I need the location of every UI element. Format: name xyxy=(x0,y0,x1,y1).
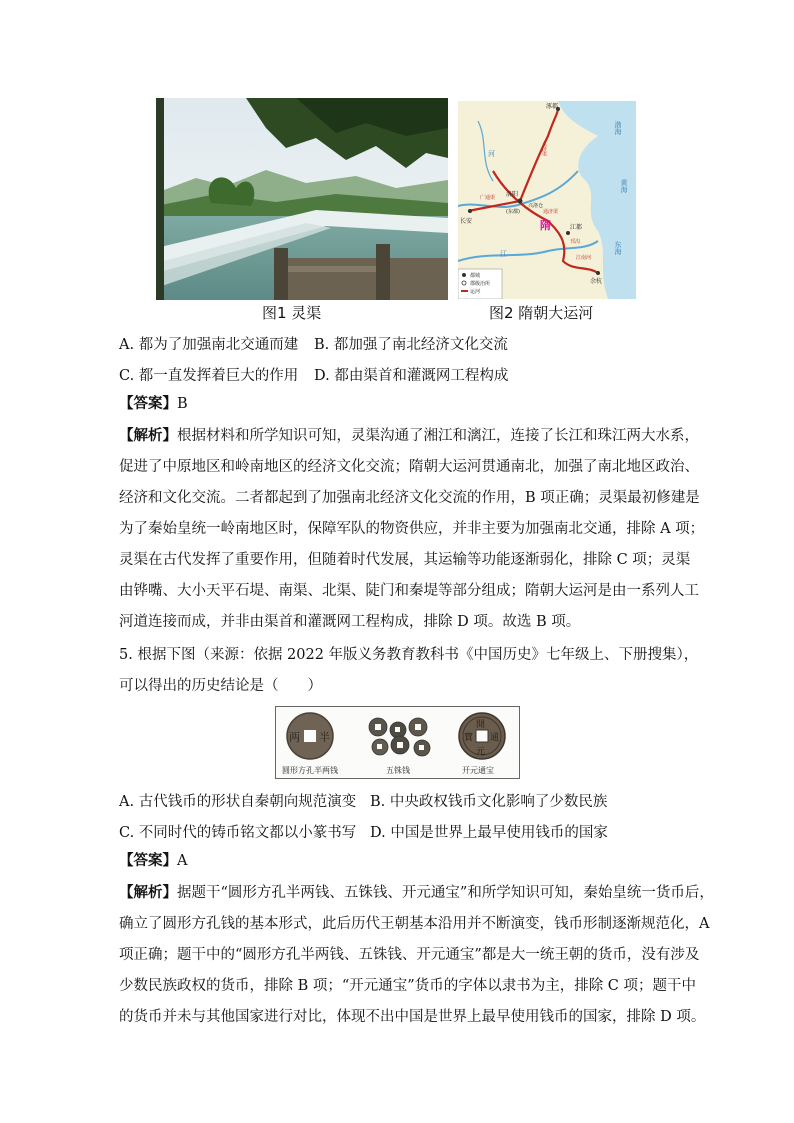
figure2-caption: 图2 隋朝大运河 xyxy=(489,304,594,322)
map-canal-jiangnan: 江南河 xyxy=(576,255,592,261)
q5-answer-tag: 【答案】 xyxy=(119,852,177,869)
coin3-char-bottom: 元 xyxy=(476,747,486,757)
q5-option-d: D. 中国是世界上最早使用钱币的国家 xyxy=(370,825,608,841)
map-sea-bohai: 渤海 xyxy=(614,121,622,135)
q4-option-b: B. 都加强了南北经济文化交流 xyxy=(314,337,508,353)
q5-analysis-tag: 【解析】 xyxy=(119,884,177,901)
q4-analysis-line: 经济和文化交流。二者都起到了加强南北经济文化交流的作用，B 项正确；灵渠最初修建是 xyxy=(119,490,700,506)
q4-analysis-line: 由铧嘴、大小天平石堤、南渠、北渠、陡门和秦堤等部分组成；隋朝大运河是由一系列人工 xyxy=(119,583,699,599)
coin3-char-right: 通 xyxy=(490,733,500,743)
coin1-label: 圆形方孔半两钱 xyxy=(282,766,338,775)
q4-answer-tag: 【答案】 xyxy=(119,395,177,412)
q4-option-a: A. 都为了加强南北交通而建 xyxy=(119,337,299,353)
q5-option-b: B. 中央政权钱币文化影响了少数民族 xyxy=(370,794,608,810)
map-city-zhuojun: 涿郡 xyxy=(546,103,559,110)
q4-answer-value: B xyxy=(177,396,188,412)
map-city-changan: 长安 xyxy=(460,218,473,225)
q5-analysis-line xyxy=(119,884,714,902)
coin3-char-top: 開 xyxy=(476,720,486,730)
map-canal-yongji: 永济渠 xyxy=(541,141,547,156)
legend-city-label: 郡级治所 xyxy=(470,281,491,287)
q4-option-d: D. 都由渠首和灌溉网工程构成 xyxy=(314,368,509,384)
map-city-jiangdu: 江都 xyxy=(570,224,583,231)
map-canal-tongji: 通济渠 xyxy=(543,209,559,215)
coin-figure xyxy=(275,706,520,779)
q4-answer xyxy=(119,395,188,413)
map-sea-huanghai: 黄海 xyxy=(620,179,628,193)
figure1-caption: 图1 灵渠 xyxy=(262,304,322,322)
q5-analysis-line: 确立了圆形方孔钱的基本形式，此后历代王朝基本沿用并不断演变，钱币形制逐渐规范化，A xyxy=(119,916,710,932)
map-river-he: 河 xyxy=(488,150,495,158)
q4-analysis-line: 灵渠在古代发挥了重要作用，但随着时代发展，其运输等功能逐渐弱化，排除 C 项；灵渠 xyxy=(119,552,691,568)
coin1-char-left: 两 xyxy=(289,731,300,744)
coin2-label: 五铢钱 xyxy=(386,766,410,775)
q5-option-c: C. 不同时代的铸币铭文都以小篆书写 xyxy=(119,825,357,841)
map-city-xingluo: 兴洛仓 xyxy=(528,203,544,209)
q5-analysis-text: 据题干“圆形方孔半两钱、五铢钱、开元通宝”和所学知识可知，秦始皇统一货币后， xyxy=(177,885,714,901)
q4-analysis-line: 促进了中原地区和岭南地区的经济文化交流；隋朝大运河贯通南北，加强了南北地区政治、 xyxy=(119,459,699,475)
q4-analysis-line: 为了秦始皇统一岭南地区时，保障军队的物资供应，并非主要为加强南北交通，排除 A 项； xyxy=(119,521,705,537)
legend-capital-label: 都城 xyxy=(470,273,481,279)
map-canal-guangtong: 广通渠 xyxy=(480,195,496,201)
q5-answer xyxy=(119,852,187,870)
map-city-yuhang: 余杭 xyxy=(590,278,603,285)
q5-analysis-line: 少数民族政权的货币，排除 B 项；“开元通宝”货币的字体以隶书为主，排除 C 项；题干中 xyxy=(119,978,697,994)
map-canal-hangou: 邗沟 xyxy=(570,239,581,245)
q5-stem-line1: 5. 根据下图（来源：依据 2022 年版义务教育教科书《中国历史》七年级上、下册搜集）， xyxy=(119,647,699,663)
q5-analysis-line: 项正确；题干中的“圆形方孔半两钱、五铢钱、开元通宝”都是大一统王朝的货币，没有涉及 xyxy=(119,947,700,963)
q4-analysis-line: 河道连接而成，并非由渠首和灌溉网工程构成，排除 D 项。故选 B 项。 xyxy=(119,614,581,630)
q4-analysis-line xyxy=(119,427,699,445)
legend-canal-label: 运河 xyxy=(470,289,481,295)
q5-stem-line2: 可以得出的历史结论是（ ） xyxy=(119,678,322,694)
lingqu-photo xyxy=(156,98,448,300)
q4-option-c: C. 都一直发挥着巨大的作用 xyxy=(119,368,299,384)
coin1-char-right: 半 xyxy=(319,731,330,744)
q4-analysis-text: 根据材料和所学知识可知，灵渠沟通了湘江和漓江，连接了长江和珠江两大水系， xyxy=(177,428,699,444)
q5-analysis-line: 的货币并未与其他国家进行对比，体现不出中国是世界上最早使用钱币的国家，排除 D 项。 xyxy=(119,1009,706,1025)
q5-answer-value: A xyxy=(177,853,188,869)
map-label-sui: 隋 xyxy=(540,219,551,232)
map-river-jiang: 江 xyxy=(500,250,507,258)
map-city-luoyang-sub: (东都) xyxy=(506,209,520,215)
coin3-char-left: 寶 xyxy=(464,733,474,743)
q4-analysis-tag: 【解析】 xyxy=(119,427,177,444)
map-sea-donghai: 东海 xyxy=(614,241,622,255)
q5-option-a: A. 古代钱币的形状自秦朝向规范演变 xyxy=(119,794,357,810)
coin3-label: 开元通宝 xyxy=(462,766,494,775)
map-city-luoyang: 洛阳 xyxy=(506,191,519,198)
sui-canal-map xyxy=(458,101,636,299)
